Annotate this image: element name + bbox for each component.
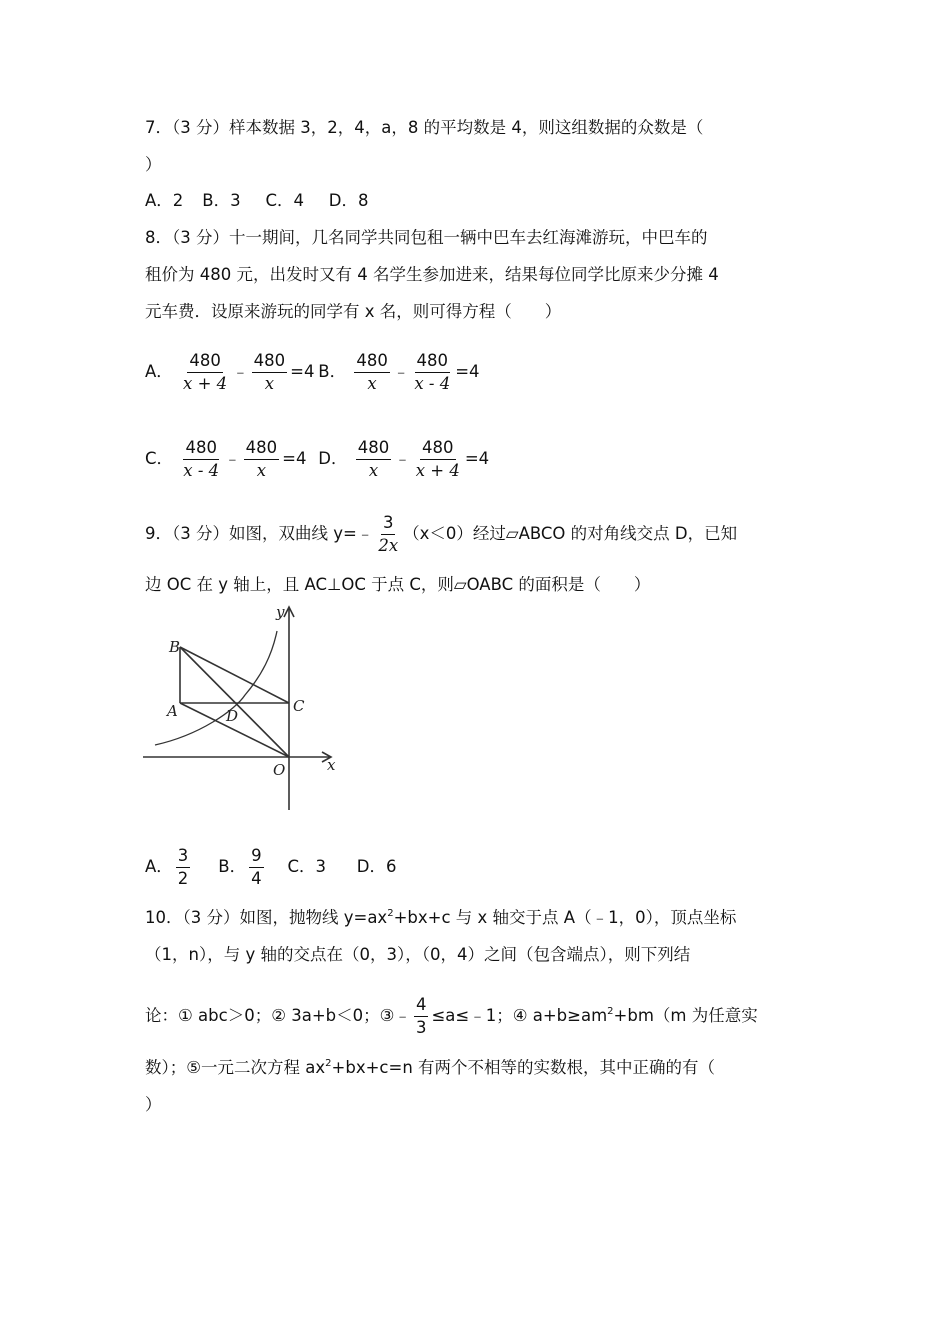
option-label: B．	[218, 857, 247, 876]
q7-option-d: D．8	[328, 191, 369, 210]
q10-text: 数）；⑤一元二次方程 ax	[145, 1058, 326, 1077]
denominator: x + 4	[415, 461, 460, 480]
numerator: 480	[420, 437, 456, 460]
q9-option-c: C．3	[287, 857, 327, 876]
label-a: A	[167, 702, 178, 720]
fraction	[414, 994, 429, 1039]
q10-text-line3	[145, 994, 758, 1039]
label-o: O	[273, 761, 286, 779]
label-b: B	[169, 638, 181, 656]
option-label: A．	[145, 362, 173, 381]
q9-option-a	[145, 845, 213, 890]
label-x: x	[327, 756, 336, 774]
numerator: 480	[356, 437, 392, 460]
q10-text-line1	[145, 906, 736, 930]
minus-sign: ﹣	[232, 362, 249, 381]
q9-text: 9．（3 分）如图，双曲线 y=﹣	[145, 524, 374, 543]
denominator: x	[367, 374, 377, 393]
numerator: 3	[381, 512, 396, 535]
denominator: x	[256, 461, 267, 480]
minus-sign: ﹣	[224, 449, 241, 468]
denominator: 2x	[378, 536, 399, 555]
superscript: 2	[387, 908, 394, 919]
option-label: A．	[145, 857, 173, 876]
equals-value: =4	[290, 362, 315, 381]
q10-text-line5: ）	[145, 1095, 162, 1114]
numerator: 4	[414, 994, 429, 1017]
q7-option-c: C．4	[265, 191, 305, 210]
option-label: C．	[145, 449, 174, 468]
minus-sign: ﹣	[394, 449, 411, 468]
numerator: 480	[354, 350, 390, 373]
q10-text: 论：① abc＞0；② 3a+b＜0；③﹣	[145, 1006, 411, 1025]
numerator: 480	[244, 437, 280, 460]
fraction	[176, 845, 191, 890]
q7-text-line2: ）	[145, 155, 162, 174]
equals-value: =4	[282, 449, 307, 468]
q10-text-line4	[145, 1056, 715, 1080]
q10-text: +bm（m 为任意实	[613, 1006, 758, 1025]
q7-option-b: B．3	[202, 191, 241, 210]
q10-text: +bx+c=n 有两个不相等的实数根，其中正确的有（	[331, 1058, 716, 1077]
numerator: 9	[249, 845, 264, 868]
denominator: 2	[177, 869, 189, 888]
denominator: 3	[415, 1018, 427, 1037]
label-d: D	[226, 707, 239, 725]
superscript: 2	[325, 1058, 332, 1069]
denominator: 4	[251, 869, 262, 888]
numerator: 480	[183, 437, 219, 460]
q7-option-a: A．2	[145, 191, 184, 210]
label-y: y	[276, 603, 285, 621]
denominator: x + 4	[183, 374, 228, 393]
segment-bc	[180, 647, 289, 703]
q9-text: （x＜0）经过▱ABCO 的对角线交点 D，已知	[403, 524, 738, 543]
superscript: 2	[607, 1006, 614, 1017]
q10-text: ≤a≤﹣1；④ a+b≥am	[431, 1006, 608, 1025]
q8-text-line1: 8．（3 分）十一期间，几名同学共同包租一辆中巴车去红海滩游玩，中巴车的	[145, 228, 708, 247]
q10-text-line2: （1，n），与 y 轴的交点在（0，3），（0，4）之间（包含端点），则下列结	[145, 945, 691, 964]
equals-value: =4	[455, 362, 480, 381]
denominator: x - 4	[414, 374, 451, 393]
numerator: 480	[415, 350, 451, 373]
option-label: B．	[318, 362, 347, 381]
numerator: 3	[176, 845, 191, 868]
fraction	[249, 845, 264, 890]
q9-option-b	[218, 845, 282, 890]
q7-text-line1: 7．（3 分）样本数据 3，2，4，a，8 的平均数是 4，则这组数据的众数是（	[145, 118, 704, 137]
option-label: D．	[318, 449, 348, 468]
numerator: 480	[187, 350, 223, 373]
diagonal-bo	[180, 647, 289, 757]
denominator: x	[368, 461, 379, 480]
numerator: 480	[252, 350, 288, 373]
denominator: x - 4	[183, 461, 220, 480]
denominator: x	[264, 374, 275, 393]
equals-value: =4	[464, 449, 490, 468]
q8-text-line2: 租价为 480 元，出发时又有 4 名学生参加进来，结果每位同学比原来少分摊 4	[145, 265, 719, 284]
q9-options	[145, 845, 396, 890]
q10-text: 10．（3 分）如图，抛物线 y=ax	[145, 908, 388, 927]
minus-sign: ﹣	[392, 362, 410, 381]
q8-text-line3: 元车费．设原来游玩的同学有 x 名，则可得方程（ ）	[145, 302, 562, 321]
q9-text-line2: 边 OC 在 y 轴上，且 AC⊥OC 于点 C，则▱OABC 的面积是（ ）	[145, 575, 651, 594]
label-c: C	[293, 697, 305, 715]
q10-text: +bx+c 与 x 轴交于点 A（﹣1，0），顶点坐标	[393, 908, 737, 927]
q9-option-d: D．6	[356, 857, 397, 876]
